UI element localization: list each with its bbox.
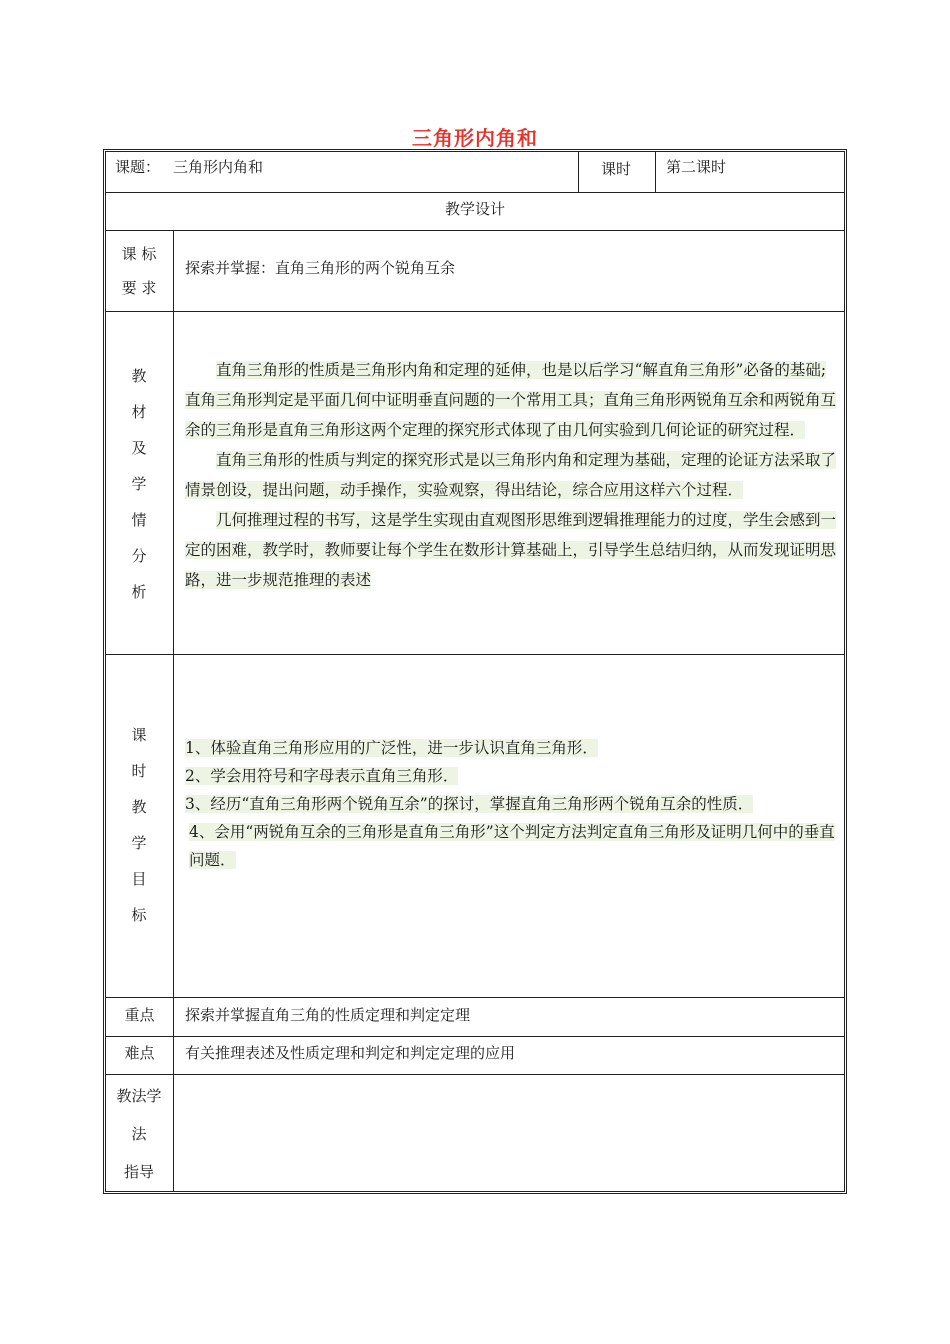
analysis-paragraph: 直角三角形的性质是三角形内角和定理的延伸，也是以后学习“解直角三角形”必备的基础;直角三角形判定是平面几何中证明垂直问题的一个常用工具；直角三角形两锐角互余和两锐角互余的三角形是直角三角形这两个定理的探究形式体现了由几何实验到几何论证的研究过程．	[185, 361, 837, 439]
analysis-paragraph: 直角三角形的性质与判定的探究形式是以三角形内角和定理为基础，定理的论证方法采取了情景创设，提出问题，动手操作，实验观察，得出结论，综合应用这样六个过程．	[185, 451, 837, 499]
period-label: 课时	[601, 160, 632, 178]
analysis-label-char: 教	[131, 367, 147, 385]
objectives-label-char: 时	[131, 762, 147, 780]
analysis-label-char: 学	[131, 475, 147, 493]
analysis-label-char: 分	[131, 547, 147, 565]
objectives-label	[106, 717, 172, 933]
standard-label-line: 要 求	[121, 279, 157, 297]
row-divider	[106, 192, 844, 193]
objective-item: 3、经历“直角三角形两个锐角互余”的探讨，掌握直角三角形两个锐角互余的性质．	[185, 795, 754, 813]
col-divider	[173, 230, 174, 1191]
key-point-text: 探索并掌握直角三角的性质定理和判定定理	[185, 1006, 471, 1024]
method-label-line: 法	[131, 1125, 147, 1143]
document-title: 三角形内角和	[412, 126, 538, 150]
col-divider	[578, 152, 579, 192]
objectives-label-char: 课	[131, 726, 147, 744]
col-divider	[655, 152, 656, 192]
objectives-label-char: 教	[131, 798, 147, 816]
row-divider	[106, 311, 844, 312]
standard-label-line: 课 标	[121, 245, 157, 263]
analysis-label-char: 及	[131, 439, 147, 457]
standard-label	[106, 237, 172, 305]
key-point-label: 重点	[124, 1006, 155, 1024]
analysis-label-char: 析	[131, 583, 147, 601]
analysis-label	[106, 358, 172, 610]
analysis-paragraph: 几何推理过程的书写，这是学生实现由直观图形思维到逻辑推理能力的过度，学生会感到一定的困难，教学时，教师要让每个学生在数形计算基础上，引导学生总结归纳，从而发现证明思路，进一步规范推理的表述	[185, 511, 837, 589]
lesson-plan-table	[103, 149, 847, 1194]
method-label	[106, 1077, 172, 1191]
standard-text: 探索并掌握：直角三角形的两个锐角互余	[185, 259, 456, 277]
objective-item: 2、学会用符号和字母表示直角三角形．	[185, 767, 459, 785]
row-divider	[106, 654, 844, 655]
row-divider	[106, 1036, 844, 1037]
method-label-line: 教法学	[116, 1087, 162, 1105]
topic-value: 三角形内角和	[173, 158, 264, 176]
objectives-label-char: 学	[131, 834, 147, 852]
difficulty-text: 有关推理表述及性质定理和判定和判定定理的应用	[185, 1044, 516, 1062]
topic-label: 课题：	[115, 158, 161, 176]
period-value: 第二课时	[666, 158, 727, 176]
row-divider	[106, 1074, 844, 1075]
analysis-label-char: 材	[131, 403, 147, 421]
objectives-list	[185, 734, 837, 874]
analysis-label-char: 情	[131, 511, 147, 529]
section-heading: 教学设计	[444, 200, 505, 218]
row-divider	[106, 230, 844, 231]
objective-item: 4、会用“两锐角互余的三角形是直角三角形”这个判定方法判定直角三角形及证明几何中的垂直问题．	[189, 823, 835, 869]
method-label-line: 指导	[123, 1163, 154, 1181]
analysis-text	[185, 355, 837, 595]
row-divider	[106, 997, 844, 998]
objectives-label-char: 标	[131, 906, 147, 924]
objectives-label-char: 目	[131, 870, 147, 888]
objective-item: 1、体验直角三角形应用的广泛性，进一步认识直角三角形．	[185, 739, 598, 757]
difficulty-label: 难点	[124, 1044, 155, 1062]
